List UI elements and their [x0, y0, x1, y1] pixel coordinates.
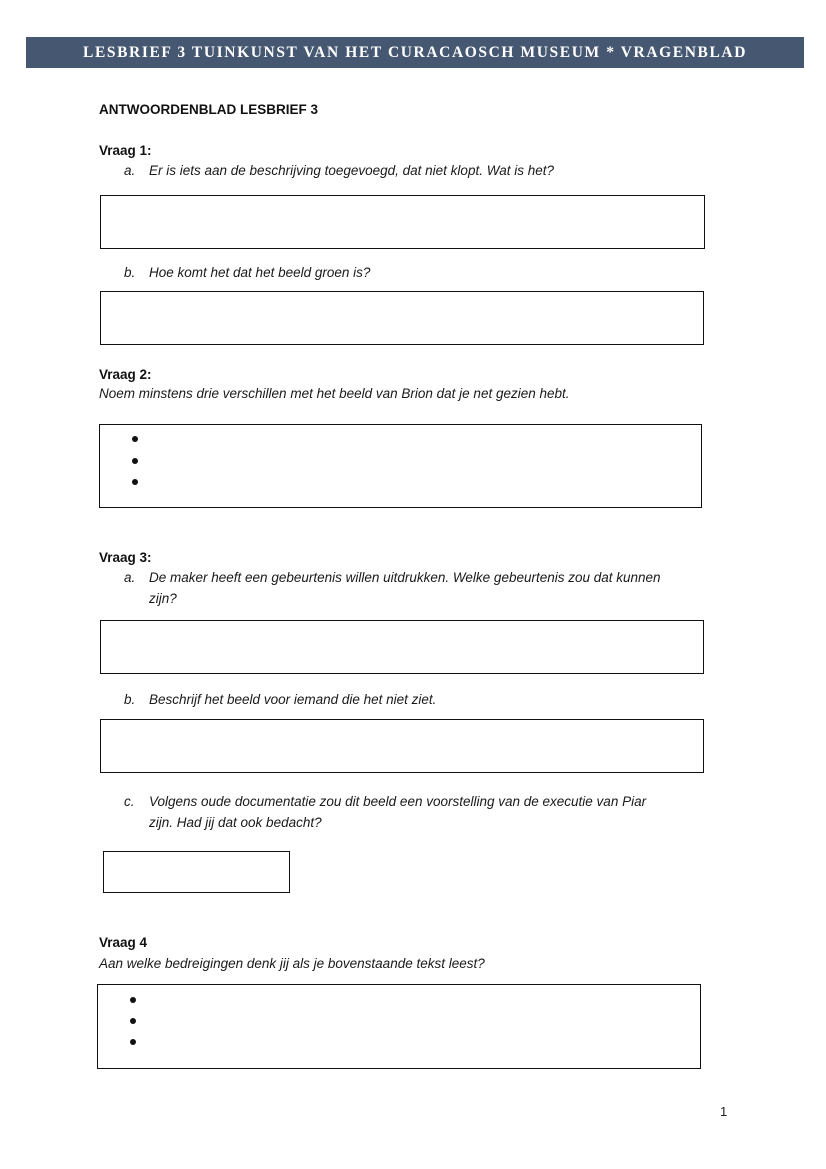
question-4-text: Aan welke bedreigingen denk jij als je bovenstaande tekst leest?	[99, 956, 485, 971]
question-1a-letter: a.	[124, 163, 136, 178]
question-4-title: Vraag 4	[99, 935, 148, 950]
question-3b-text: Beschrijf het beeld voor iemand die het niet ziet.	[149, 692, 437, 707]
answer-box-2[interactable]	[99, 424, 702, 508]
question-3-title: Vraag 3:	[99, 550, 152, 565]
question-1a-text: Er is iets aan de beschrijving toegevoegd, dat niet klopt. Wat is het?	[149, 163, 554, 178]
answer-box-3c[interactable]	[103, 851, 290, 893]
question-1-title: Vraag 1:	[99, 143, 152, 158]
bullet-icon	[130, 997, 136, 1003]
question-3c-text-line-2: zijn. Had jij dat ook bedacht?	[149, 815, 322, 830]
page-number: 1	[720, 1104, 728, 1119]
question-3a-text-line-1: De maker heeft een gebeurtenis willen uitdrukken. Welke gebeurtenis zou dat kunnen	[149, 570, 661, 585]
answer-box-3a[interactable]	[100, 620, 704, 674]
question-3b-letter: b.	[124, 692, 136, 707]
document-header-banner: LESBRIEF 3 TUINKUNST VAN HET CURACAOSCH MUSEUM * VRAGENBLAD	[26, 37, 804, 68]
question-3c-text-line-1: Volgens oude documentatie zou dit beeld een voorstelling van de executie van Piar	[149, 794, 647, 809]
bullet-icon	[132, 458, 138, 464]
answer-box-1b[interactable]	[100, 291, 704, 345]
question-3a-letter: a.	[124, 570, 136, 585]
bullet-icon	[130, 1039, 136, 1045]
answer-box-1a[interactable]	[100, 195, 705, 249]
question-1b-letter: b.	[124, 265, 136, 280]
question-2-text: Noem minstens drie verschillen met het beeld van Brion dat je net gezien hebt.	[99, 386, 570, 401]
question-1b-text: Hoe komt het dat het beeld groen is?	[149, 265, 371, 280]
bullet-icon	[132, 436, 138, 442]
question-3c-letter: c.	[124, 794, 135, 809]
question-2-title: Vraag 2:	[99, 367, 152, 382]
answer-box-3b[interactable]	[100, 719, 704, 773]
bullet-icon	[132, 479, 138, 485]
question-3a-text-line-2: zijn?	[149, 591, 177, 606]
answer-box-4[interactable]	[97, 984, 701, 1069]
page-title: ANTWOORDENBLAD LESBRIEF 3	[99, 102, 318, 117]
bullet-icon	[130, 1018, 136, 1024]
